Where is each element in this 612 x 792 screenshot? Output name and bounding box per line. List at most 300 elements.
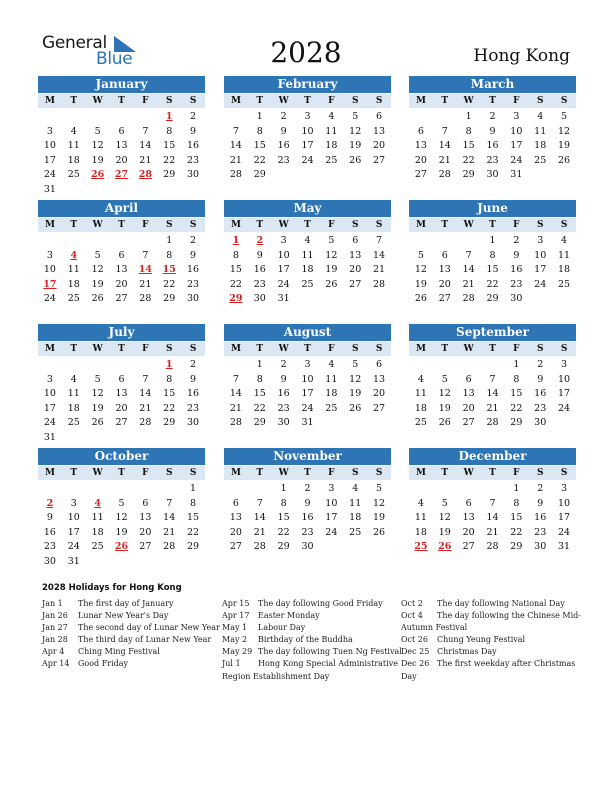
day-cell: 29 (253, 169, 266, 181)
day-cell: 27 (373, 154, 386, 166)
day-cell: 2 (280, 359, 287, 370)
day-cell: 22 (187, 526, 200, 538)
empty-cell (62, 234, 86, 249)
holiday-day-cell: 26 (114, 541, 129, 553)
day-cell: 16 (277, 388, 290, 400)
day-cell: 30 (486, 169, 499, 181)
weekday-label: T (256, 344, 264, 354)
holiday-date: Jan 26 (42, 611, 68, 621)
day-cell: 24 (558, 526, 571, 538)
day-cell: 12 (414, 264, 427, 276)
empty-cell (86, 482, 110, 497)
day-cell: 12 (558, 125, 571, 137)
day-cell: 22 (163, 402, 176, 414)
day-cell: 3 (561, 359, 568, 370)
month-january (38, 76, 205, 198)
day-cell: 20 (438, 278, 451, 290)
day-grid (409, 110, 576, 183)
weekday-header (38, 466, 205, 480)
weekday-label: W (278, 96, 289, 106)
day-cell: 28 (486, 541, 499, 553)
month-september (409, 324, 576, 431)
holiday-entry (42, 610, 222, 622)
day-cell: 24 (43, 417, 56, 429)
day-cell: 22 (253, 154, 266, 166)
day-cell: 21 (373, 264, 386, 276)
weekday-label: W (278, 220, 289, 230)
weekday-label: S (351, 96, 359, 106)
holidays-column-2 (222, 598, 402, 683)
holiday-day-cell: 27 (114, 169, 129, 181)
day-cell: 17 (43, 154, 56, 166)
day-grid (38, 110, 205, 198)
day-cell: 22 (163, 154, 176, 166)
day-cell: 3 (537, 235, 544, 246)
holiday-entry (42, 634, 222, 646)
day-cell: 8 (190, 497, 197, 509)
weekday-label: T (304, 468, 311, 478)
day-cell: 6 (465, 373, 472, 385)
day-cell: 3 (328, 483, 335, 494)
day-cell: 18 (558, 264, 571, 276)
holiday-name: Easter Monday (258, 611, 320, 621)
day-cell: 20 (349, 264, 362, 276)
day-cell: 24 (301, 154, 314, 166)
day-cell: 26 (91, 417, 104, 429)
holiday-name: Chung Yeung Festival (437, 635, 526, 645)
holiday-day-cell: 26 (438, 541, 452, 553)
day-cell: 2 (280, 111, 287, 122)
day-cell: 5 (328, 235, 335, 246)
day-cell: 4 (304, 235, 311, 246)
weekday-label: W (278, 468, 289, 478)
day-cell: 28 (139, 417, 152, 429)
weekday-label: M (230, 220, 241, 230)
empty-cell (481, 358, 505, 373)
day-cell: 25 (534, 154, 547, 166)
day-cell: 29 (510, 417, 523, 429)
day-cell: 29 (277, 541, 290, 553)
day-cell: 19 (115, 526, 128, 538)
day-cell: 7 (142, 249, 149, 261)
empty-cell (433, 110, 457, 125)
day-grid (409, 234, 576, 307)
day-cell: 3 (46, 125, 53, 137)
day-cell: 2 (190, 359, 197, 370)
day-cell: 10 (43, 264, 56, 276)
day-cell: 30 (187, 169, 200, 181)
day-cell: 16 (301, 512, 314, 524)
weekday-label: T (118, 220, 125, 230)
day-cell: 2 (489, 111, 496, 122)
day-cell: 25 (67, 293, 80, 305)
day-grid (38, 234, 205, 307)
day-cell: 27 (373, 402, 386, 414)
day-cell: 28 (163, 541, 176, 553)
day-cell: 5 (94, 373, 101, 385)
day-cell: 28 (229, 169, 242, 181)
day-cell: 22 (462, 154, 475, 166)
day-cell: 31 (43, 183, 56, 195)
day-cell: 5 (352, 111, 359, 122)
day-cell: 21 (486, 526, 499, 538)
day-cell: 14 (229, 388, 242, 400)
day-cell: 29 (510, 541, 523, 553)
weekday-label: S (536, 468, 544, 478)
day-cell: 24 (558, 402, 571, 414)
holiday-day-cell: 4 (94, 497, 101, 509)
day-cell: 4 (417, 497, 424, 509)
weekday-label: S (560, 96, 568, 106)
weekday-label: W (92, 344, 103, 354)
day-cell: 20 (115, 402, 128, 414)
weekday-label: T (489, 344, 496, 354)
day-cell: 20 (373, 388, 386, 400)
day-cell: 20 (414, 154, 427, 166)
day-cell: 26 (558, 154, 571, 166)
day-cell: 30 (277, 417, 290, 429)
day-cell: 11 (301, 249, 314, 261)
empty-cell (457, 482, 481, 497)
holiday-entry (222, 598, 402, 610)
day-cell: 20 (373, 140, 386, 152)
day-cell: 10 (558, 497, 571, 509)
day-cell: 4 (561, 235, 568, 246)
day-cell: 30 (534, 417, 547, 429)
day-cell: 26 (414, 293, 427, 305)
day-cell: 23 (534, 402, 547, 414)
empty-cell (38, 358, 62, 373)
empty-cell (433, 482, 457, 497)
day-cell: 24 (534, 278, 547, 290)
holiday-date: Dec 25 (401, 647, 430, 657)
weekday-label: S (165, 344, 173, 354)
day-cell: 13 (462, 388, 475, 400)
day-cell: 19 (349, 140, 362, 152)
day-cell: 7 (465, 249, 472, 261)
month-title: March (409, 76, 576, 93)
day-cell: 5 (441, 497, 448, 509)
day-cell: 3 (304, 111, 311, 122)
weekday-label: M (44, 96, 55, 106)
holiday-name: Christmas Day (437, 647, 497, 657)
day-cell: 30 (253, 293, 266, 305)
day-cell: 6 (118, 125, 125, 137)
day-cell: 14 (253, 512, 266, 524)
month-title: November (224, 448, 391, 465)
empty-cell (248, 482, 272, 497)
day-cell: 30 (187, 417, 200, 429)
weekday-label: S (560, 468, 568, 478)
weekday-label: S (560, 220, 568, 230)
holiday-date: Jul 1 (222, 659, 241, 669)
day-cell: 16 (534, 512, 547, 524)
day-cell: 1 (513, 359, 520, 370)
month-february (224, 76, 391, 183)
day-cell: 4 (352, 483, 359, 494)
day-cell: 4 (417, 373, 424, 385)
day-cell: 11 (414, 512, 427, 524)
day-cell: 26 (438, 417, 451, 429)
weekday-label: T (256, 468, 264, 478)
weekday-label: T (489, 220, 496, 230)
day-cell: 28 (462, 293, 475, 305)
holiday-name: Good Friday (78, 659, 129, 669)
day-cell: 20 (229, 526, 242, 538)
day-grid (38, 358, 205, 446)
day-cell: 18 (91, 526, 104, 538)
empty-cell (110, 110, 134, 125)
holiday-day-cell: 4 (70, 249, 78, 261)
day-grid (224, 234, 391, 307)
day-cell: 8 (256, 125, 263, 137)
empty-cell (38, 234, 62, 249)
day-cell: 12 (349, 125, 362, 137)
day-cell: 29 (253, 417, 266, 429)
holiday-entry (222, 622, 402, 634)
day-cell: 17 (534, 264, 547, 276)
day-cell: 29 (486, 293, 499, 305)
month-august (224, 324, 391, 431)
month-june (409, 200, 576, 307)
day-cell: 28 (139, 293, 152, 305)
day-cell: 16 (510, 264, 523, 276)
day-cell: 23 (301, 526, 314, 538)
day-cell: 3 (46, 373, 53, 385)
weekday-label: T (118, 96, 125, 106)
weekday-label: S (375, 220, 383, 230)
weekday-label: M (415, 220, 426, 230)
day-cell: 18 (301, 264, 314, 276)
empty-cell (157, 482, 181, 497)
day-cell: 22 (510, 526, 523, 538)
empty-cell (133, 110, 157, 125)
day-cell: 27 (438, 293, 451, 305)
day-cell: 18 (325, 140, 338, 152)
day-cell: 6 (376, 359, 383, 370)
holiday-entry (401, 610, 581, 634)
weekday-label: M (230, 344, 241, 354)
day-cell: 25 (558, 278, 571, 290)
day-cell: 8 (513, 373, 520, 385)
empty-cell (433, 358, 457, 373)
month-title: June (409, 200, 576, 217)
day-cell: 22 (229, 278, 242, 290)
day-cell: 15 (486, 264, 499, 276)
day-cell: 14 (139, 388, 152, 400)
day-cell: 9 (537, 497, 544, 509)
day-cell: 7 (232, 125, 239, 137)
holiday-day-cell: 1 (165, 359, 173, 370)
holiday-day-cell: 2 (46, 497, 54, 509)
day-cell: 15 (510, 388, 523, 400)
day-cell: 31 (510, 169, 523, 181)
holiday-entry (42, 622, 222, 634)
holiday-date: Apr 4 (42, 647, 65, 657)
day-cell: 11 (91, 512, 104, 524)
holiday-entry (222, 646, 402, 658)
day-cell: 31 (277, 293, 290, 305)
weekday-label: W (463, 344, 474, 354)
weekday-label: S (536, 344, 544, 354)
day-cell: 19 (558, 140, 571, 152)
day-cell: 31 (67, 555, 80, 567)
weekday-label: S (351, 220, 359, 230)
day-cell: 4 (70, 125, 77, 137)
day-cell: 7 (441, 125, 448, 137)
day-cell: 16 (486, 140, 499, 152)
day-cell: 13 (115, 388, 128, 400)
day-cell: 24 (43, 169, 56, 181)
day-cell: 9 (190, 373, 197, 385)
day-cell: 24 (510, 154, 523, 166)
day-cell: 27 (414, 169, 427, 181)
day-cell: 20 (115, 154, 128, 166)
day-cell: 13 (349, 249, 362, 261)
holiday-name: The day following Tuen Ng Festival (258, 647, 402, 657)
month-october (38, 448, 205, 570)
weekday-label: T (70, 344, 78, 354)
day-cell: 21 (462, 278, 475, 290)
day-cell: 9 (190, 249, 197, 261)
holidays-heading: 2028 Holidays for Hong Kong (42, 583, 182, 593)
day-cell: 15 (277, 512, 290, 524)
day-cell: 24 (277, 278, 290, 290)
weekday-label: T (441, 344, 449, 354)
day-cell: 5 (561, 111, 568, 122)
weekday-label: T (256, 96, 264, 106)
day-cell: 15 (510, 512, 523, 524)
day-cell: 9 (190, 125, 197, 137)
day-cell: 6 (352, 235, 359, 246)
day-cell: 12 (438, 388, 451, 400)
day-cell: 27 (229, 541, 242, 553)
weekday-label: S (375, 468, 383, 478)
weekday-label: S (165, 468, 173, 478)
weekday-label: S (351, 468, 359, 478)
day-cell: 11 (325, 125, 338, 137)
empty-cell (133, 234, 157, 249)
day-cell: 5 (441, 373, 448, 385)
day-cell: 5 (118, 497, 125, 509)
weekday-header (38, 342, 205, 356)
day-cell: 19 (349, 388, 362, 400)
empty-cell (409, 482, 433, 497)
day-cell: 11 (534, 125, 547, 137)
day-cell: 27 (349, 278, 362, 290)
day-cell: 18 (67, 402, 80, 414)
weekday-label: F (142, 96, 149, 106)
day-cell: 22 (253, 402, 266, 414)
month-march (409, 76, 576, 183)
month-title: April (38, 200, 205, 217)
empty-cell (86, 234, 110, 249)
day-cell: 10 (534, 249, 547, 261)
day-cell: 12 (438, 512, 451, 524)
day-cell: 22 (510, 402, 523, 414)
day-cell: 17 (301, 140, 314, 152)
weekday-label: S (165, 220, 173, 230)
month-december (409, 448, 576, 555)
day-cell: 3 (513, 111, 520, 122)
day-cell: 12 (91, 264, 104, 276)
holiday-entry (222, 610, 402, 622)
day-cell: 8 (513, 497, 520, 509)
day-cell: 17 (325, 512, 338, 524)
day-cell: 19 (325, 264, 338, 276)
holiday-day-cell: 2 (256, 235, 264, 246)
holiday-date: Jan 27 (42, 623, 68, 633)
day-cell: 15 (253, 388, 266, 400)
day-cell: 6 (142, 497, 149, 509)
day-cell: 6 (441, 249, 448, 261)
day-cell: 19 (438, 526, 451, 538)
day-cell: 23 (43, 541, 56, 553)
weekday-label: W (463, 468, 474, 478)
holiday-date: May 29 (222, 647, 253, 657)
holiday-name: The first weekday after Christmas Day (401, 659, 576, 681)
month-title: September (409, 324, 576, 341)
day-cell: 8 (166, 249, 173, 261)
day-cell: 18 (349, 512, 362, 524)
weekday-label: S (375, 344, 383, 354)
holiday-entry (42, 658, 222, 670)
day-cell: 19 (91, 402, 104, 414)
weekday-label: T (118, 344, 125, 354)
weekday-label: T (441, 220, 449, 230)
weekday-label: T (489, 468, 496, 478)
weekday-label: T (441, 468, 449, 478)
day-cell: 7 (489, 497, 496, 509)
year-title: 2028 (270, 36, 342, 69)
day-cell: 7 (142, 125, 149, 137)
day-cell: 25 (67, 169, 80, 181)
holiday-date: Oct 4 (401, 611, 423, 621)
holiday-day-cell: 17 (43, 278, 57, 290)
day-cell: 10 (277, 249, 290, 261)
day-cell: 17 (510, 140, 523, 152)
weekday-label: F (142, 220, 149, 230)
day-cell: 14 (139, 140, 152, 152)
holiday-entry (401, 646, 581, 658)
day-cell: 3 (280, 235, 287, 246)
holiday-day-cell: 25 (414, 541, 428, 553)
day-cell: 27 (139, 541, 152, 553)
day-cell: 2 (513, 235, 520, 246)
day-cell: 30 (187, 293, 200, 305)
day-cell: 9 (304, 497, 311, 509)
weekday-label: F (328, 96, 335, 106)
day-cell: 16 (187, 388, 200, 400)
day-grid (224, 482, 391, 555)
day-cell: 23 (187, 402, 200, 414)
day-cell: 9 (46, 512, 53, 524)
day-cell: 14 (486, 388, 499, 400)
day-cell: 11 (349, 497, 362, 509)
day-cell: 22 (486, 278, 499, 290)
holiday-date: Apr 14 (42, 659, 70, 669)
day-cell: 10 (301, 373, 314, 385)
day-cell: 9 (256, 249, 263, 261)
holiday-name: Labour Day (258, 623, 306, 633)
holiday-day-cell: 1 (232, 235, 240, 246)
holiday-name: The third day of Lunar New Year (78, 635, 212, 645)
day-cell: 10 (510, 125, 523, 137)
day-cell: 28 (486, 417, 499, 429)
holiday-name: The second day of Lunar New Year (78, 623, 220, 633)
holidays-column-3 (401, 598, 581, 683)
day-cell: 1 (465, 111, 472, 122)
